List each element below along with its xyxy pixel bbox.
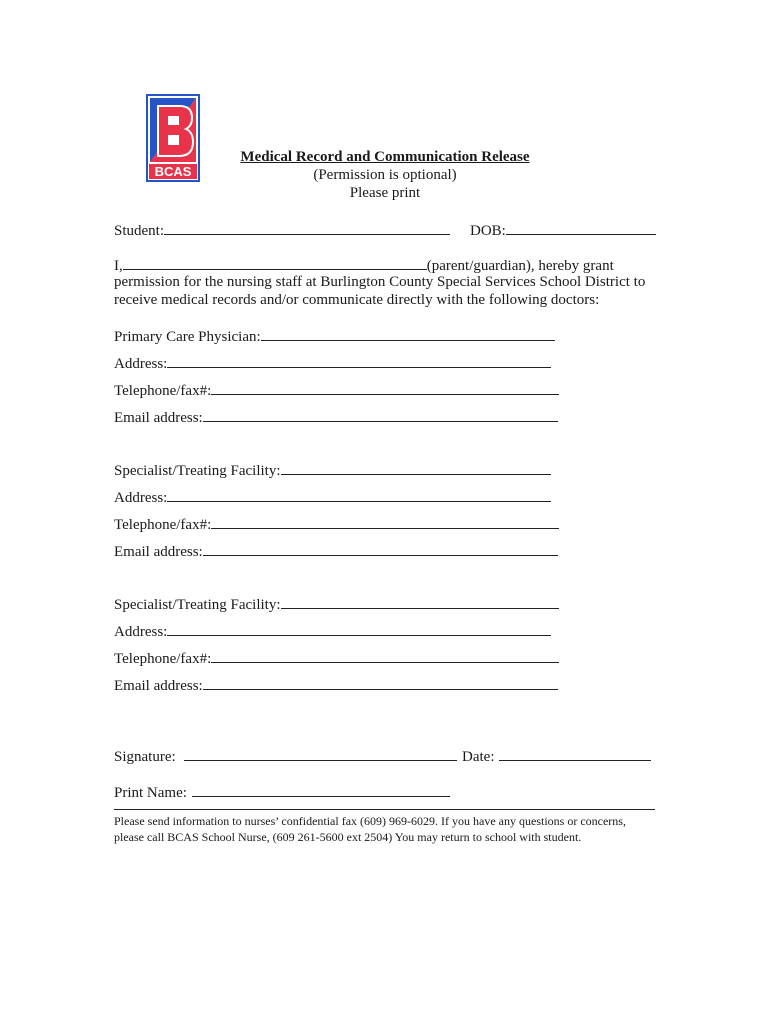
section-2-phone-label: Telephone/fax#: bbox=[114, 517, 212, 533]
section-3-email-label: Email address: bbox=[114, 678, 203, 694]
section-1-address-label: Address: bbox=[114, 356, 168, 372]
section-1-name-field[interactable] bbox=[261, 326, 555, 341]
section-3-phone-label: Telephone/fax#: bbox=[114, 651, 212, 667]
section-3-phone-field[interactable] bbox=[211, 648, 559, 663]
dob-field[interactable] bbox=[506, 220, 656, 235]
section-1-phone-field[interactable] bbox=[211, 380, 559, 395]
section-2-email-field[interactable] bbox=[203, 541, 558, 556]
section-2-email-label: Email address: bbox=[114, 544, 203, 560]
student-row bbox=[114, 220, 450, 240]
print-name-row bbox=[114, 782, 450, 802]
section-1-address-row bbox=[114, 353, 551, 373]
section-2-phone-row bbox=[114, 514, 559, 534]
permission-line1-suffix: (parent/guardian), hereby grant bbox=[426, 258, 614, 274]
permission-line-2: permission for the nursing staff at Burlington County Special Services School District to bbox=[114, 274, 646, 290]
signature-field[interactable] bbox=[184, 746, 457, 761]
section-2-name-label: Specialist/Treating Facility: bbox=[114, 463, 281, 479]
footer-divider bbox=[114, 809, 655, 810]
permission-prefix: I, bbox=[114, 258, 123, 274]
section-3-address-label: Address: bbox=[114, 624, 168, 640]
footer-line-1: Please send information to nurses’ confidential fax (609) 969-6029. If you have any questions or concerns, bbox=[114, 814, 626, 828]
date-label: Date: bbox=[462, 749, 495, 765]
student-label: Student: bbox=[114, 223, 165, 239]
student-field[interactable] bbox=[164, 220, 450, 235]
section-3-address-field[interactable] bbox=[167, 621, 551, 636]
section-1-name-label: Primary Care Physician: bbox=[114, 329, 261, 345]
section-2-address-row bbox=[114, 487, 551, 507]
guardian-name-field[interactable] bbox=[123, 255, 427, 270]
section-2-phone-field[interactable] bbox=[211, 514, 559, 529]
section-3-phone-row bbox=[114, 648, 559, 668]
signature-label: Signature: bbox=[114, 749, 176, 765]
signature-row bbox=[114, 746, 457, 766]
date-row bbox=[462, 746, 651, 766]
section-3-name-label: Specialist/Treating Facility: bbox=[114, 597, 281, 613]
section-1-email-field[interactable] bbox=[203, 407, 558, 422]
form-instruction: Please print bbox=[349, 185, 421, 201]
permission-line-3: receive medical records and/or communicate directly with the following doctors: bbox=[114, 292, 600, 308]
footer-line-2: please call BCAS School Nurse, (609 261-5600 ext 2504) You may return to school with student. bbox=[114, 830, 582, 844]
section-1-email-row bbox=[114, 407, 558, 427]
date-field[interactable] bbox=[499, 746, 651, 761]
print-name-field[interactable] bbox=[192, 782, 450, 797]
section-2-name-row bbox=[114, 460, 551, 480]
section-2-name-field[interactable] bbox=[281, 460, 551, 475]
logo-text: BCAS bbox=[154, 164, 192, 179]
section-3-name-row bbox=[114, 594, 559, 614]
section-2-email-row bbox=[114, 541, 558, 561]
section-3-address-row bbox=[114, 621, 551, 641]
section-2-address-field[interactable] bbox=[167, 487, 551, 502]
section-1-phone-label: Telephone/fax#: bbox=[114, 383, 212, 399]
permission-line-1 bbox=[114, 255, 614, 275]
section-3-name-field[interactable] bbox=[281, 594, 559, 609]
section-3-email-row bbox=[114, 675, 558, 695]
section-1-phone-row bbox=[114, 380, 559, 400]
form-subtitle: (Permission is optional) bbox=[313, 167, 457, 183]
section-3-email-field[interactable] bbox=[203, 675, 558, 690]
section-2-address-label: Address: bbox=[114, 490, 168, 506]
print-name-label: Print Name: bbox=[114, 785, 187, 801]
form-title: Medical Record and Communication Release bbox=[240, 149, 530, 165]
section-1-name-row bbox=[114, 326, 555, 346]
dob-row bbox=[470, 220, 656, 240]
section-1-address-field[interactable] bbox=[167, 353, 551, 368]
section-1-email-label: Email address: bbox=[114, 410, 203, 426]
dob-label: DOB: bbox=[470, 223, 506, 239]
